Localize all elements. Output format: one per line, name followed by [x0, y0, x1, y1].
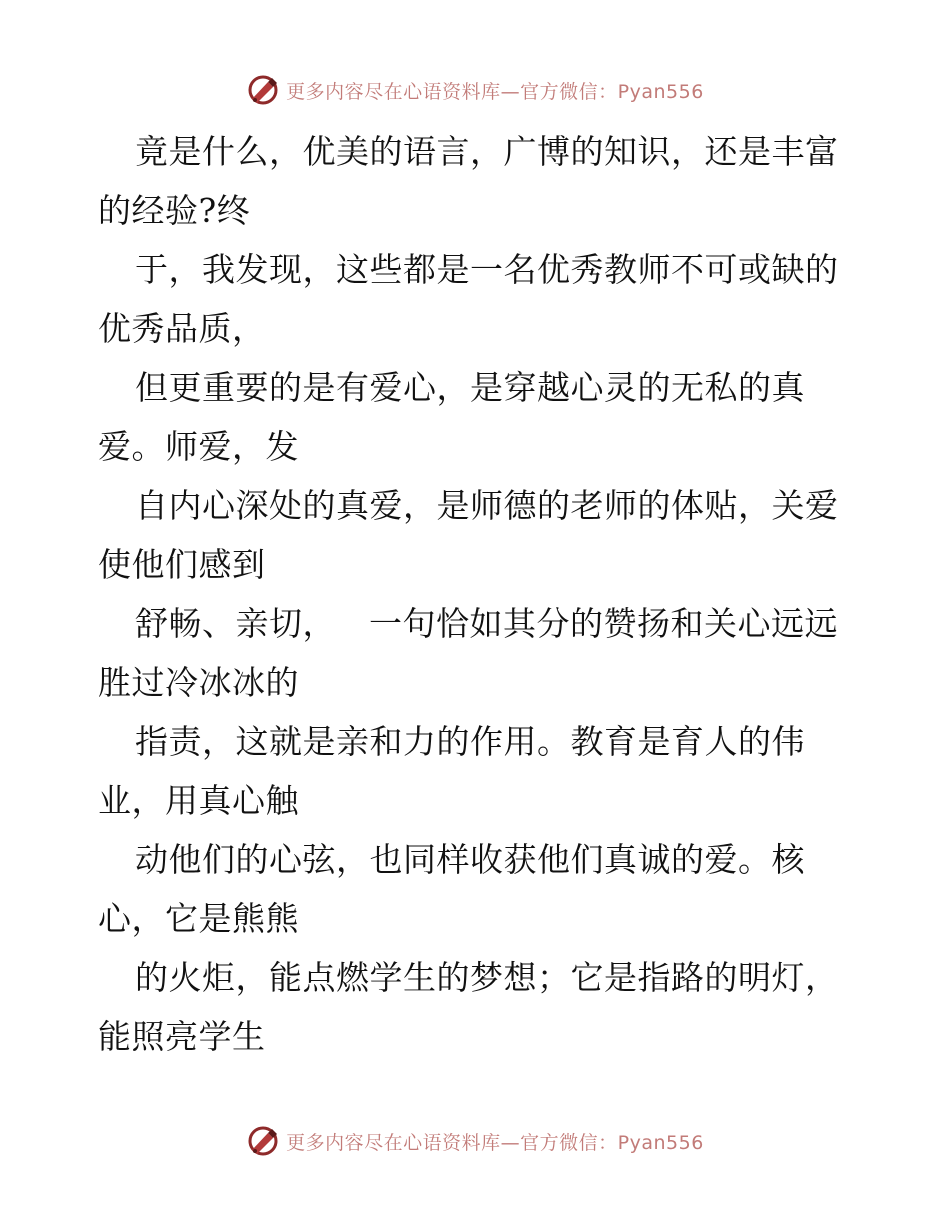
body-line: 于，我发现，这些都是一名优秀教师不可或缺的 [135, 250, 839, 289]
document-body [98, 122, 858, 1066]
body-line: 动他们的心弦，也同样收获他们真诚的爱。核 [135, 840, 805, 879]
body-line: 使他们感到 [98, 545, 266, 584]
body-line: 竟是什么，优美的语言，广博的知识，还是丰富 [135, 132, 839, 171]
body-line: 能照亮学生 [98, 1017, 266, 1056]
body-line: 指责，这就是亲和力的作用。教育是育人的伟 [135, 722, 805, 761]
body-line: 优秀品质， [98, 309, 266, 348]
body-line: 舒畅、亲切， 一句恰如其分的赞扬和关心远远 [135, 604, 838, 643]
footer-watermark-banner [0, 1121, 950, 1161]
header-watermark-banner [0, 70, 950, 110]
body-line: 爱。师爱，发 [98, 427, 299, 466]
body-line: 但更重要的是有爱心，是穿越心灵的无私的真 [135, 368, 805, 407]
pen-nib-logo-icon [246, 73, 280, 107]
body-line: 心，它是熊熊 [98, 899, 299, 938]
body-line: 的经验?终 [98, 191, 251, 230]
body-line: 自内心深处的真爱，是师德的老师的体贴，关爱 [135, 486, 839, 525]
footer-watermark-text: 更多内容尽在心语资料库—官方微信：Pyan556 [286, 1131, 704, 1154]
pen-nib-logo-icon [246, 1124, 280, 1158]
body-line: 胜过冷冰冰的 [98, 663, 299, 702]
body-line: 业，用真心触 [98, 781, 299, 820]
body-line: 的火炬，能点燃学生的梦想；它是指路的明灯， [135, 958, 839, 997]
header-watermark-text: 更多内容尽在心语资料库—官方微信：Pyan556 [286, 80, 704, 103]
